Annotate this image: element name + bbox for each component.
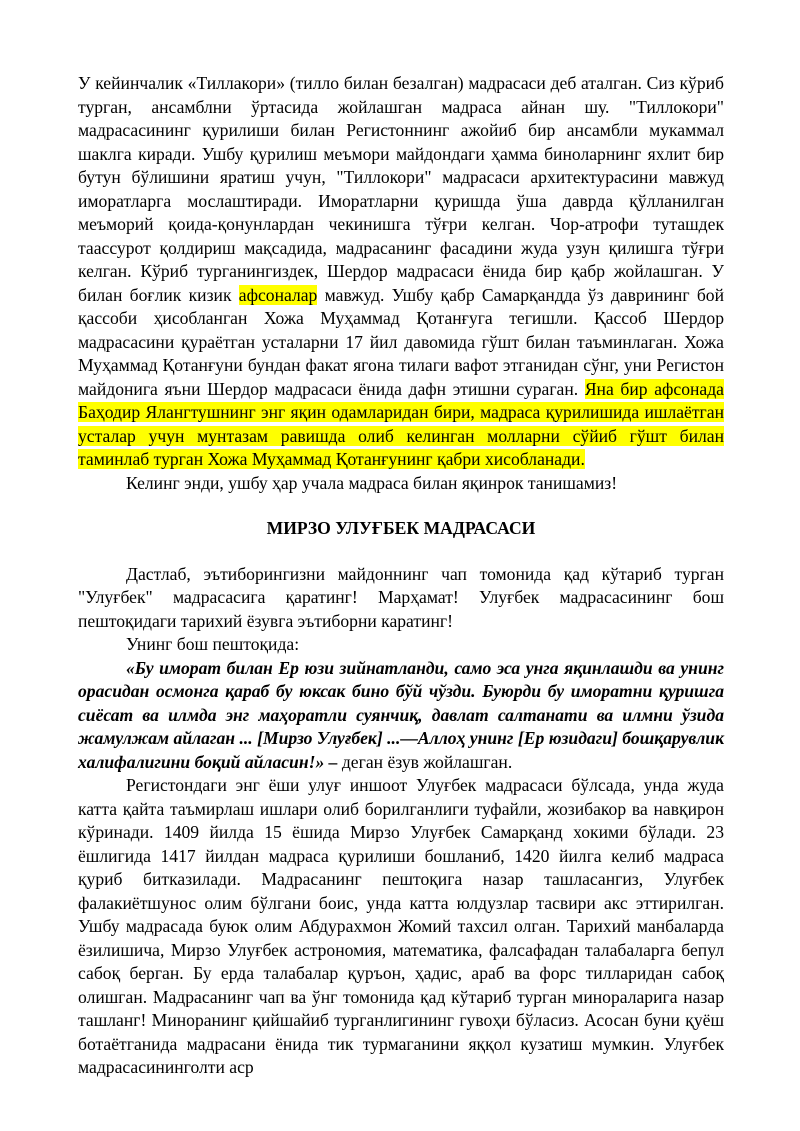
highlighted-text-legends: афсоналар bbox=[238, 284, 318, 305]
intro-text-part1: У кейинчалик «Тиллакори» (тилло билан безалган) мадрасаси деб аталган. Сиз кўриб турган, ансамблни ўртасида жойлашган мадраса айнан шу. "Тиллокори" мадрасасининг қурилиши билан Регистоннинг ажойиб бир ансамбли мукаммал шаклга киради. Ушбу қурилиш меъмори майдондаги ҳамма биноларнинг яхлит бир бутун бўлишини яратиш учун, "Тиллокори" мадрасаси архитектурасини мавжуд иморатларга мослаштиради. Иморатларни қуришда ўша даврда қўлланилган меъморий қоида-қонунлардан чекинишга тўғри келган. Чор-атрофи туташдек таассурот қолдириш мақсадида, мадрасанинг фасадини жуда узун қилишга тўғри келган. Кўриб турганингиздек, Шердор мадрасаси ёнида бир қабр жойлашган. У билан боғлик кизик bbox=[78, 73, 724, 305]
highlighted-text-legend-sentence: Яна бир афсонада Баҳодир Ялангтушнинг энг яқин одамларидан бири, мадраса қурилишида ишлаётган усталар учун мунтазам равишда олиб келинган молларни сўйиб гўшт билан таминлаб турган Хожа Муҳаммад Қотанғунинг қабри хисобланади. bbox=[78, 378, 724, 469]
document-page bbox=[78, 72, 724, 1080]
quote-tail: деган ёзув жойлашган. bbox=[337, 751, 513, 772]
invite-paragraph: Келинг энди, ушбу ҳар учала мадраса билан яқинрок танишамиз! bbox=[126, 472, 618, 493]
body-paragraph-main: Регистондаги энг ёши улуғ иншоот Улуғбек мадрасаси бўлсада, унда жуда катта қайта таъмирлаш ишлари олиб борилганлиги туфайли, жозибакор ва навқирон кўринади. 1409 йилда 15 ёшида Мирзо Улуғбек Самарқанд хокими бўлади. 23 ёшлигида 1417 йилдан мадраса қурилиши бошланиб, 1420 йилга келиб мадраса қуриб битказилади. Мадрасанинг пештоқига назар ташласангиз, Улуғбек фалакиётшунос олим бўлгани боис, унда катта юлдузлар тасвири акс эттирилган. Ушбу мадрасада буюк олим Абдурахмон Жомий тахсил олган. Тарихий манбаларда ёзилишича, Мирзо Улуғбек астрономия, математика, фалсафадан талабаларга бепул сабоқ берган. Бу ерда талабалар қуръон, ҳадис, араб ва форс тилларидан сабоқ олишган. Мадрасанинг чап ва ўнг томонида қад кўтариб турган минораларига назар ташланг! Миноранинг қийшайиб турганлигининг гувоҳи бўласиз. Асосан буни қуёш ботаётганида мадрасани ёнида тик турмаганини яққол кузатиш мумкин. Улуғбек мадрасасининголти аср bbox=[78, 775, 724, 1077]
intro-paragraph bbox=[78, 72, 724, 472]
inscription-quote: «Бу иморат билан Ер юзи зийнатланди, само эса унга яқинлашди ва унинг орасидан осмонга қараб бу юксак бино бўй чўзди. Буюрди бу иморатни қуришга сиёсат ва илмда энг маҳоратли суянчиқ, давлат салтанати ва илмни ўзида жамулжам айлаган ... [Мирзо Улуғбек] ...—Аллоҳ унинг [Ер юзидаги] бошқарувлик халифалигини боқий айласин!» – bbox=[78, 657, 724, 772]
intro-text-part2: мавжуд. Ушбу қабр Самарқандда ўз даврининг бой қассоби ҳисобланган Хожа Муҳаммад Қотанғуга тегишли. Қассоб Шердор мадрасасини қураётган усталарни 17 йил давомида гўшт билан таъминлаган. Хожа Муҳаммад Қотанғуни бундан факат ягона тилаги вафот этганидан сўнг, уни Регистон майдонига яъни Шердор мадрасаси ёнида дафн этишни сураган. bbox=[78, 284, 724, 399]
body-paragraph-first: Дастлаб, эътиборингизни майдоннинг чап томонида қад кўтариб турган "Улуғбек" мадрасасига қаратинг! Марҳамат! Улуғбек мадрасасининг бош пештоқидаги тарихий ёзувга эътиборни каратинг! bbox=[78, 563, 724, 631]
quote-paragraph bbox=[78, 657, 724, 775]
body-paragraph-portal: Унинг бош пештоқида: bbox=[126, 634, 300, 654]
section-heading: МИРЗО УЛУҒБЕК МАДРАСАСИ bbox=[266, 518, 536, 538]
